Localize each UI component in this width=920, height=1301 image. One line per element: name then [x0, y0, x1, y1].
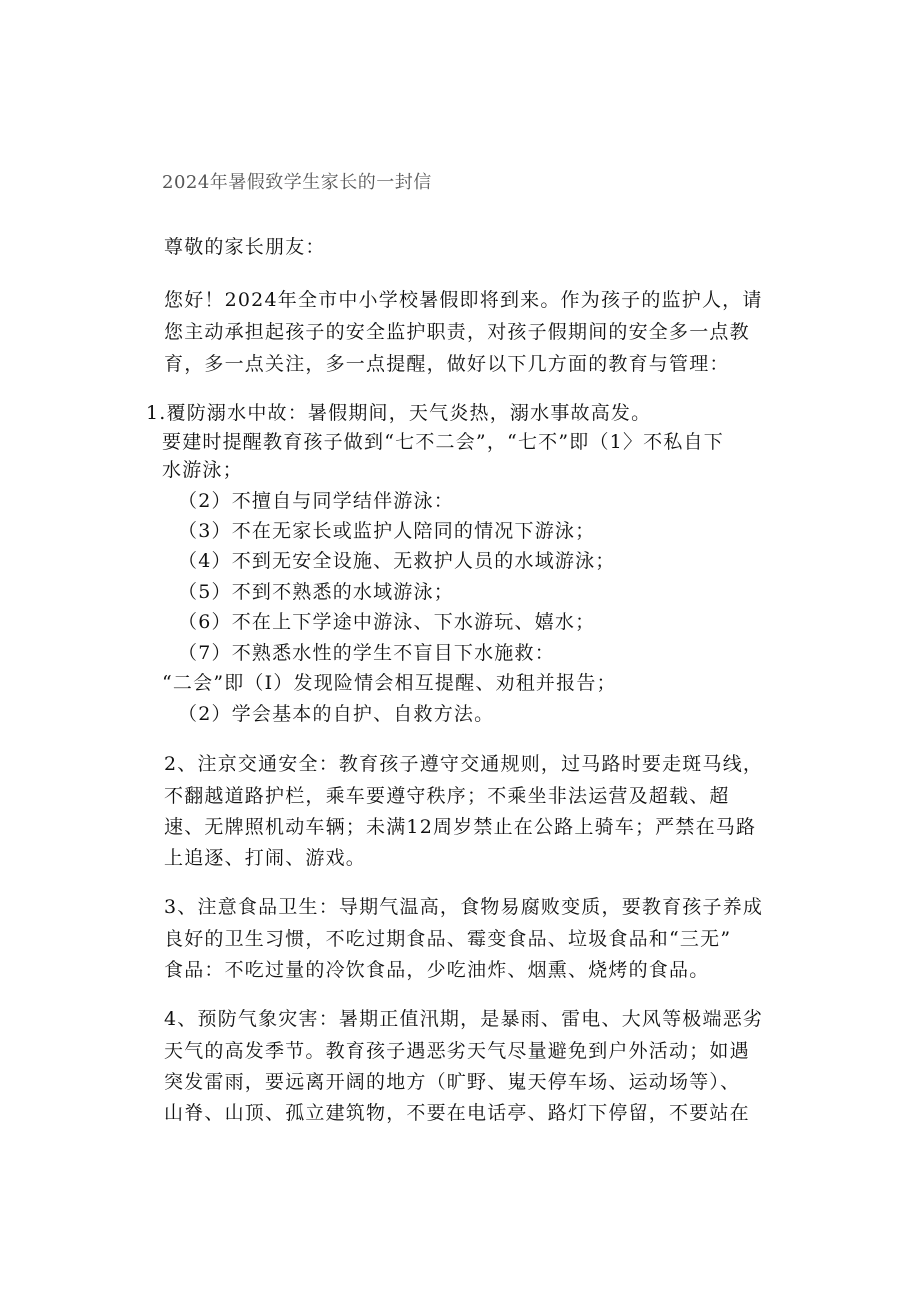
intro-line: 您好！2024年全市中小学校暑假即将到来。作为孩子的监护人，请 [164, 289, 763, 311]
section1-line: （6）不在上下学途中游泳、下水游玩、嬉水； [178, 611, 596, 633]
section1-line: “二会”即（I）发现险情会相互提醒、劝租并报告； [162, 672, 617, 694]
section1-line: （2）学会基本的自护、自救方法。 [178, 703, 495, 725]
section1-line: （5）不到不熟悉的水域游泳； [178, 581, 454, 603]
section2-line: 2、注京交通安全：教育孩子遵守交通规则，过马路时要走斑马线， [164, 753, 764, 775]
section2-line: 速、无牌照机动车辆；未满12周岁禁止在公路上骑车；严禁在马路 [164, 816, 757, 838]
section1-line: （3）不在无家长或监护人陪同的情况下游泳； [178, 520, 596, 542]
section2-line: 上追逐、打闹、游戏。 [164, 847, 367, 869]
section3-line: 食品：不吃过量的冷饮食品，少吃油炸、烟熏、烧烤的食品。 [164, 959, 710, 981]
section1-line: （4）不到无安全设施、无救护人员的水域游泳； [178, 550, 616, 572]
section1-line: （7）不熟悉水性的学生不盲目下水施救： [178, 642, 555, 664]
section1-line: （2）不擅自与同学结伴游泳： [178, 490, 454, 512]
section4-line: 4、预防气象灾害：暑期正值汛期，是暴雨、雷电、大风等极端恶劣 [164, 1008, 764, 1030]
section3-line: 3、注意食品卫生：导期气温高，食物易腐败变质，要教育孩子养成 [164, 896, 764, 918]
salutation: 尊敬的家长朋友： [164, 236, 326, 258]
section1-line: 要建时提醒教育孩子做到“七不二会”，“七不”即（1〉不私自下 [162, 431, 724, 453]
section4-line: 山脊、山顶、孤立建筑物，不要在电话亭、路灯下停留，不要站在 [164, 1102, 750, 1124]
section3-line: 良好的卫生习惯，不吃过期食品、霉变食品、垃圾食品和“三无” [164, 928, 732, 950]
intro-line: 育，多一点关注，多一点提醒，做好以下几方面的教育与管理： [164, 353, 730, 375]
intro-line: 您主动承担起孩子的安全监护职责，对孩子假期间的安全多一点教 [164, 321, 750, 343]
section1-heading: 1.覆防溺水中故：暑假期间，天气炎热，溺水事故高发。 [146, 402, 652, 424]
section1-line: 水游泳； [162, 459, 243, 481]
section4-line: 天气的高发季节。教育孩子遇恶劣天气尽量避免到户外活动；如遇 [164, 1040, 750, 1062]
section2-line: 不翻越道路护栏，乘车要遵守秩序；不乘坐非法运营及超载、超 [164, 785, 730, 807]
letter-title: 2024年暑假致学生家长的一封信 [162, 172, 432, 193]
section4-line: 突发雷雨，要远离开阔的地方（旷野、嵬天停车场、运动场等）、 [164, 1071, 741, 1093]
